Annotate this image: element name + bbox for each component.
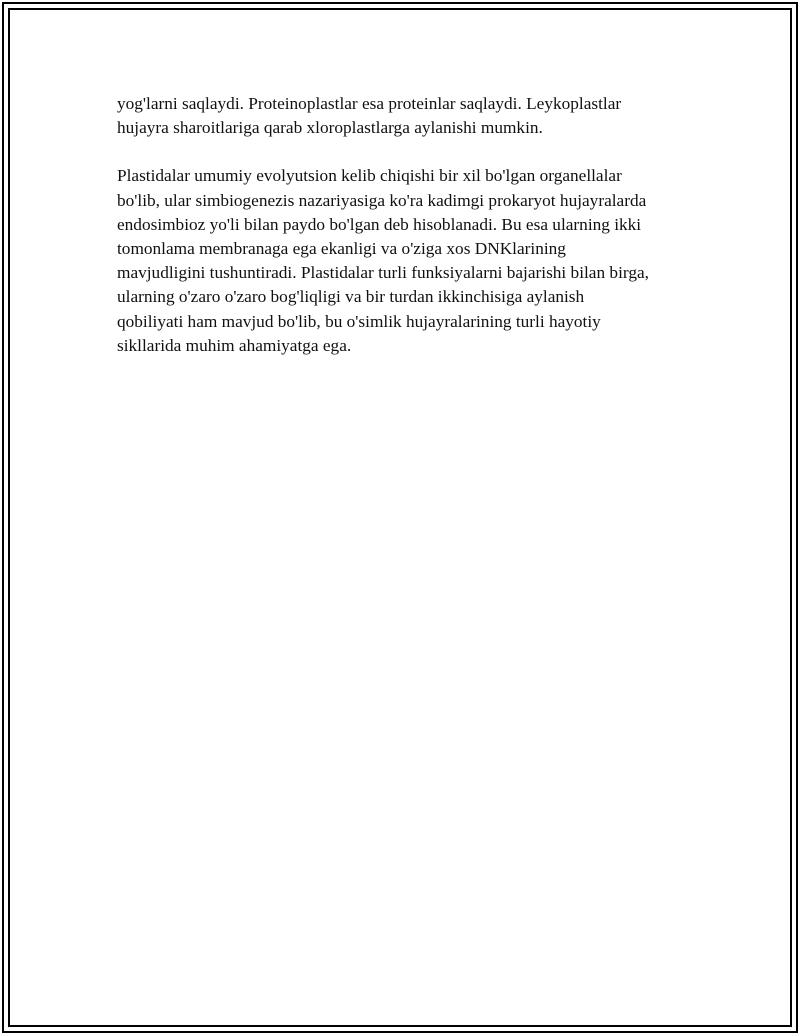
text-line: tomonlama membranaga ega ekanligi va o'ziga xos DNKlarining [117, 239, 566, 259]
text-line: yog'larni saqlaydi. Proteinoplastlar esa proteinlar saqlaydi. Leykoplastlar [117, 94, 622, 113]
text-line: sikllarida muhim ahamiyatga ega. [117, 335, 352, 355]
paragraph-plastid-origin [117, 164, 707, 358]
text-line: Plastidalar umumiy evolyutsion kelib chiqishi bir xil bo'lgan organellalar [117, 166, 622, 186]
text-line: endosimbioz yo'li bilan paydo bo'lgan deb hisoblanadi. Bu esa ularning ikki [117, 214, 642, 234]
document-body [117, 92, 707, 358]
paragraph-leucoplasts [117, 92, 707, 140]
text-line: hujayra sharoitlariga qarab xloroplastlarga aylanishi mumkin. [117, 118, 543, 138]
text-line: mavjudligini tushuntiradi. Plastidalar turli funksiyalarni bajarishi bilan birga, [117, 263, 649, 283]
text-line: bo'lib, ular simbiogenezis nazariyasiga ko'ra kadimgi prokaryot hujayralarda [117, 190, 647, 210]
text-line: ularning o'zaro o'zaro bog'liqligi va bir turdan ikkinchisiga aylanish [117, 287, 585, 307]
text-line: qobiliyati ham mavjud bo'lib, bu o'simlik hujayralarining turli hayotiy [117, 311, 601, 331]
